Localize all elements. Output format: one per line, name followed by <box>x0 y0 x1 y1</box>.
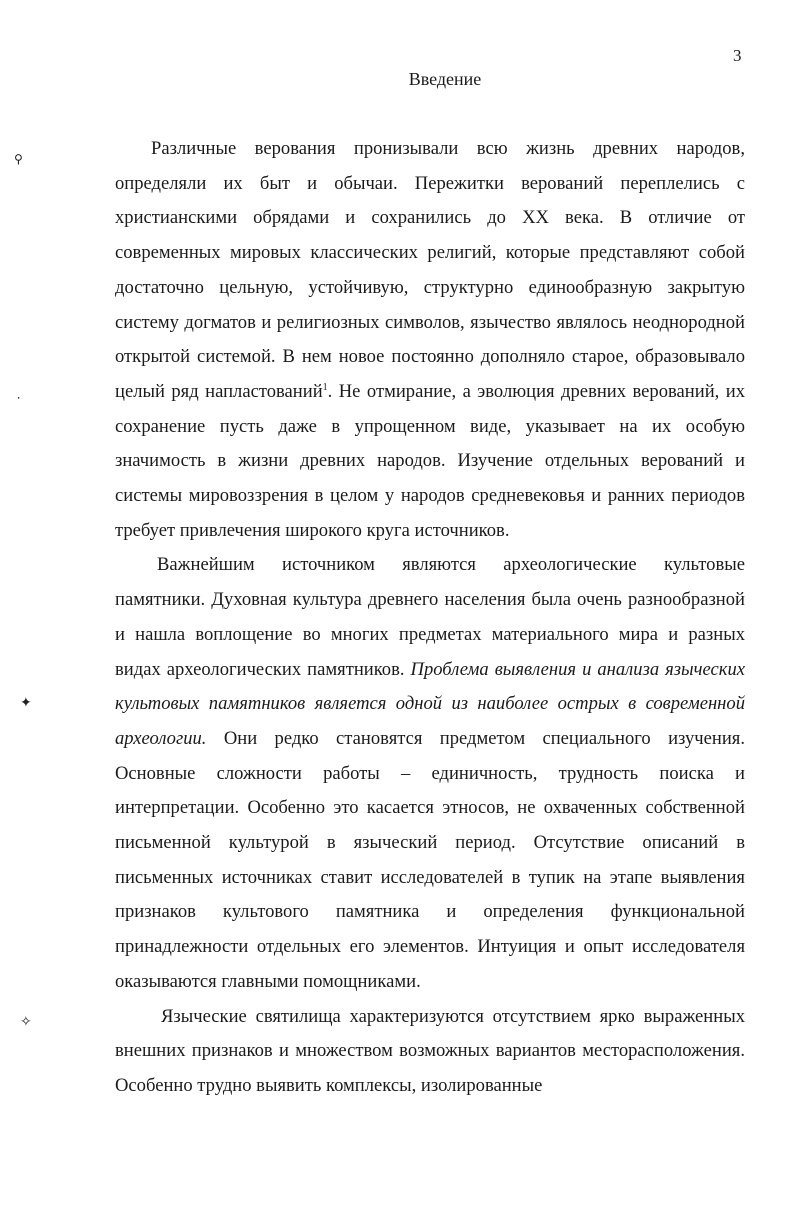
page-number: 3 <box>733 46 742 65</box>
footnote-ref[interactable]: 1 <box>322 381 328 393</box>
paragraph-3: Языческие святилища характеризуются отсутствием ярко выраженных внешних признаков и множеством возможных вариантов месторасположения. Особенно трудно выявить комплексы, изолированные <box>115 1005 745 1096</box>
paragraph-1-text-a: Различные верования пронизывали всю жизнь древних народов, определяли их быт и обычаи. Пережитки верований переплелись с христианскими обрядами и сохранились до XX века. В отличие от современных мировых классических религий, которые представляют собой достаточно цельную, устойчивую, структурно единообразную закрытую систему догматов и религиозных символов, язычество являлось неоднородной открытой системой. В нем новое постоянно дополняло старое, образовывало целый ряд напластований <box>115 138 745 402</box>
paragraph-2-text-b: Они редко становятся предметом специального изучения. Основные сложности работы – единичность, трудность поиска и интерпретации. Особенно это касается этносов, не охваченных собственной письменной культурой в языческий период. Отсутствие описаний в письменных источниках ставит исследователей в тупик на этапе выявления признаков культового памятника и определения функциональной принадлежности отдельных его элементов. Интуиция и опыт исследователя оказываются главными помощниками. <box>115 727 745 992</box>
scan-mark-icon: ✦ <box>20 695 32 711</box>
paragraph-2-italic: Проблема выявления и анализа языческих культовых памятников является одной из наиболее острых в современной археологии. <box>115 658 745 749</box>
scan-mark-icon: ⚲ <box>14 152 23 166</box>
paragraph-2-text-a: Важнейшим источником являются археологические культовые памятники. Духовная культура древнего населения была очень разнообразной и нашла воплощение во многих предметах материального мира и разных видах археологических памятников. <box>115 554 745 680</box>
paragraph-1 <box>115 132 745 548</box>
paragraph-2 <box>115 548 745 999</box>
body-text <box>115 132 745 1104</box>
page-title: Введение <box>408 69 482 89</box>
scan-mark-icon: ✧ <box>20 1014 32 1030</box>
scan-mark-icon: ⸳ <box>17 389 21 403</box>
paragraph-1-text-b: . Не отмирание, а эволюция древних верований, их сохранение пусть даже в упрощенном виде, указывает на их особую значимость в жизни древних народов. Изучение отдельных верований и системы мировоззрения в целом у народов средневековья и ранних периодов требует привлечения широкого круга источников. <box>115 380 745 541</box>
